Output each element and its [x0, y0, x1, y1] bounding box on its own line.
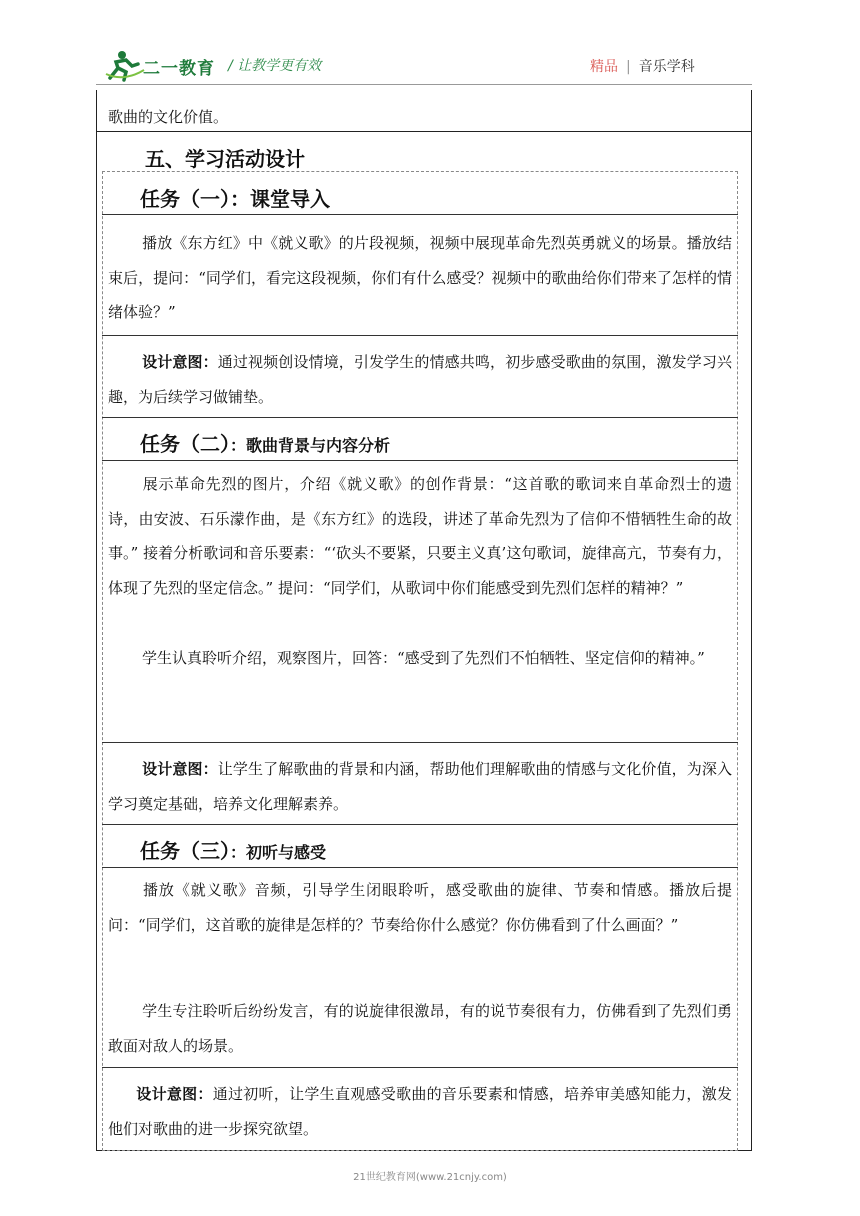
task-3-title-main: 任务（三）: [140, 839, 230, 863]
section-title: 五、学习活动设计: [145, 147, 305, 171]
intent-label: 设计意图：: [142, 353, 218, 371]
badge-premium: 精品: [590, 59, 618, 75]
prev-text: 歌曲的文化价值。: [108, 108, 229, 126]
row-divider: [96, 131, 752, 132]
task-2-paragraph-1: 展示革命先烈的图片，介绍《就义歌》的创作背景：“这首歌的歌词来自革命烈士的遗诗，由安波、石乐濛作曲，是《东方红》的选段，讲述了革命先烈为了信仰不惜牺牲生命的故事。” 接着分析歌词和音乐要素：“‘砍头不要紧，只要主义真’这句歌词，旋律高亢，节奏有力，体现了先烈的坚定信念。” 提问：“同学们，从歌词中你们能感受到先烈们怎样的精神？”: [108, 475, 732, 597]
subject-badge: [590, 56, 695, 76]
intent-label: 设计意图：: [142, 760, 218, 778]
task-3-intent: [108, 1077, 732, 1146]
page-footer: 21世纪教育网(www.21cnjy.com): [353, 1172, 507, 1183]
badge-subject: 音乐学科: [638, 59, 695, 75]
row-divider: [102, 417, 738, 418]
row-divider: [102, 867, 738, 868]
task-2-intent: [108, 752, 732, 821]
task-3-paragraph-2: 学生专注聆听后纷纷发言，有的说旋律很激昂，有的说节奏很有力，仿佛看到了先烈们勇敢面对敌人的场景。: [108, 1002, 732, 1055]
slogan: / 让教学更有效: [228, 58, 322, 74]
header-divider: [96, 84, 752, 85]
task-3-title-sub: ：初听与感受: [230, 843, 327, 862]
row-divider: [102, 742, 738, 743]
page-header: [0, 0, 860, 90]
intent-label: 设计意图：: [136, 1085, 213, 1103]
row-divider: [102, 1067, 738, 1068]
task-3-title: [140, 835, 326, 864]
intent-text: 让学生了解歌曲的背景和内涵，帮助他们理解歌曲的情感与文化价值，为深入学习奠定基础，培养文化理解素养。: [108, 760, 732, 813]
task-2-title-main: 任务（二）: [140, 432, 230, 456]
task-1-intent: [108, 345, 732, 414]
row-divider: [102, 214, 738, 215]
row-divider: [102, 460, 738, 461]
row-divider: [102, 335, 738, 336]
task-1-title-main: 任务（一）：: [140, 187, 250, 211]
task-1-title-sub: 课堂导入: [250, 187, 330, 211]
task-2-title-sub: ：歌曲背景与内容分析: [230, 436, 391, 455]
task-2-title: [140, 428, 390, 457]
task-3-paragraph-1: 播放《就义歌》音频，引导学生闭眼聆听，感受歌曲的旋律、节奏和情感。播放后提问：“同学们，这首歌的旋律是怎样的？节奏给你什么感觉？你仿佛看到了什么画面？”: [108, 881, 732, 934]
task-2-paragraph-2: 学生认真聆听介绍，观察图片，回答：“感受到了先烈们不怕牺牲、坚定信仰的精神。”: [142, 649, 705, 667]
intent-text: 通过视频创设情境，引发学生的情感共鸣，初步感受歌曲的氛围，激发学习兴趣，为后续学习做铺垫。: [108, 353, 732, 406]
task-1-paragraph: 播放《东方红》中《就义歌》的片段视频，视频中展现革命先烈英勇就义的场景。播放结束后，提问：“同学们，看完这段视频，你们有什么感受？视频中的歌曲给你们带来了怎样的情绪体验？”: [108, 234, 732, 321]
row-divider: [102, 824, 738, 825]
task-1-title: [140, 183, 330, 212]
logo-text: 二一教育: [143, 59, 215, 79]
badge-separator: |: [626, 59, 631, 75]
intent-text: 通过初听，让学生直观感受歌曲的音乐要素和情感，培养审美感知能力，激发他们对歌曲的进一步探究欲望。: [108, 1085, 732, 1138]
